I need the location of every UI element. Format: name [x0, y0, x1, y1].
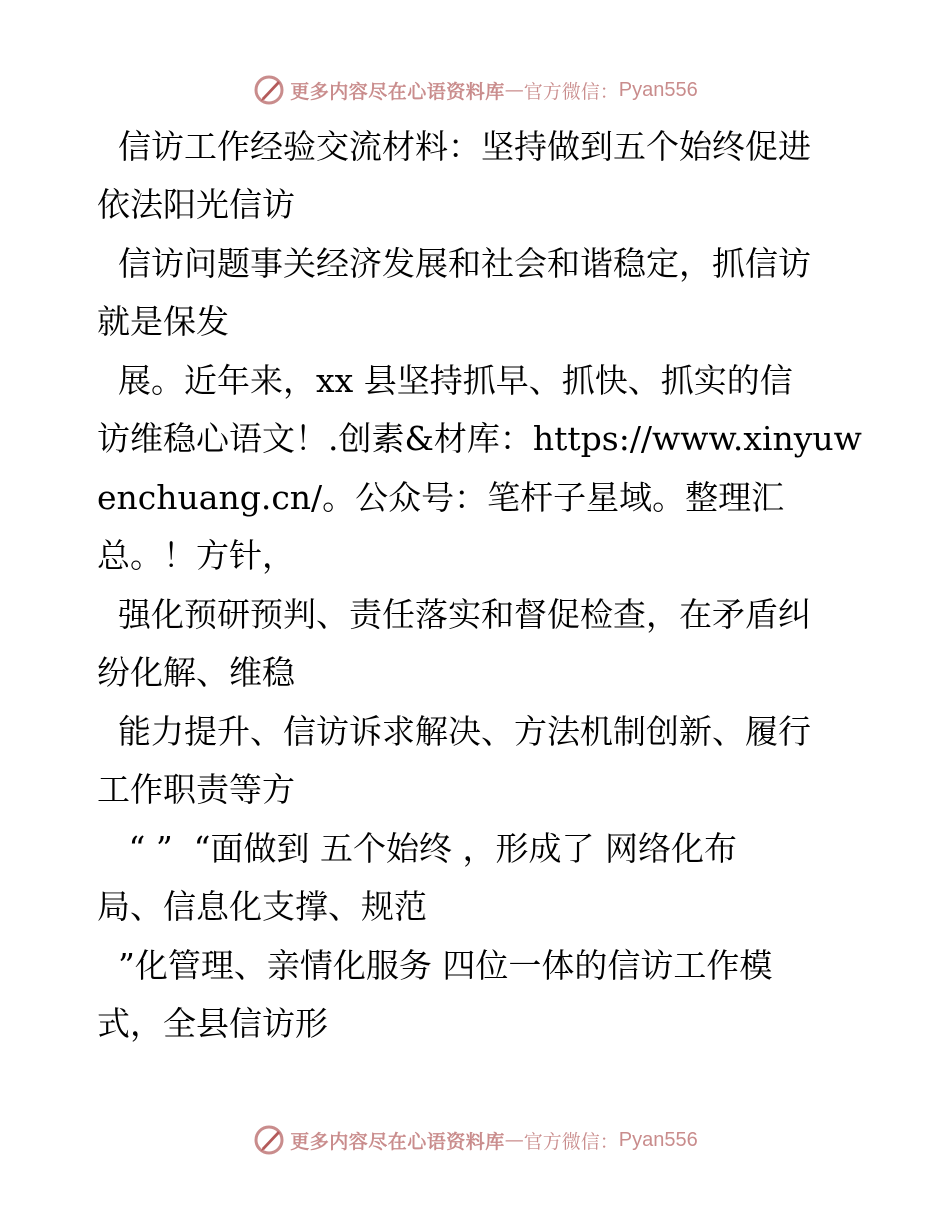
body-line: 依法阳光信访	[97, 185, 295, 224]
body-line: enchuang.cn/。公众号：笔杆子星域。整理汇	[97, 478, 785, 517]
body-line: 能力提升、信访诉求解决、方法机制创新、履行	[97, 712, 811, 751]
body-line: 总。！方针，	[97, 536, 295, 575]
body-line: 展。近年来，xx 县坚持抓早、抓快、抓实的信	[97, 361, 793, 400]
quill-pen-logo-icon	[252, 73, 286, 107]
banner-brand-text: 更多内容尽在心语资料库	[290, 1130, 505, 1153]
body-line: 就是保发	[97, 302, 229, 341]
header-banner	[0, 70, 950, 110]
body-line: 强化预研预判、责任落实和督促检查，在矛盾纠	[97, 595, 811, 634]
footer-banner	[0, 1120, 950, 1160]
body-line: 信访工作经验交流材料：坚持做到五个始终促进	[97, 127, 811, 166]
banner-wechat-id: Pyan556	[618, 78, 698, 101]
body-line: “ ” “面做到 五个始终 ，形成了 网络化布	[97, 829, 738, 868]
body-line: 工作职责等方	[97, 770, 295, 809]
quill-pen-logo-icon	[252, 1123, 286, 1157]
banner-wechat-id: Pyan556	[618, 1128, 698, 1151]
body-line: 式，全县信访形	[97, 1004, 328, 1043]
banner-wechat-label: 官方微信：	[523, 80, 619, 103]
body-line: ”化管理、亲情化服务 四位一体的信访工作模	[97, 946, 773, 985]
body-line: 信访问题事关经济发展和社会和谐稳定，抓信访	[97, 244, 811, 283]
body-line: 纷化解、维稳	[97, 653, 295, 692]
body-line: 局、信息化支撑、规范	[97, 887, 427, 926]
banner-wechat-label: 官方微信：	[523, 1130, 619, 1153]
banner-dash: —	[504, 79, 524, 101]
banner-dash: —	[504, 1129, 524, 1151]
body-line: 访维稳心语文！.创素&材库：https://www.xinyuw	[97, 419, 862, 458]
banner-brand-text: 更多内容尽在心语资料库	[290, 80, 505, 103]
